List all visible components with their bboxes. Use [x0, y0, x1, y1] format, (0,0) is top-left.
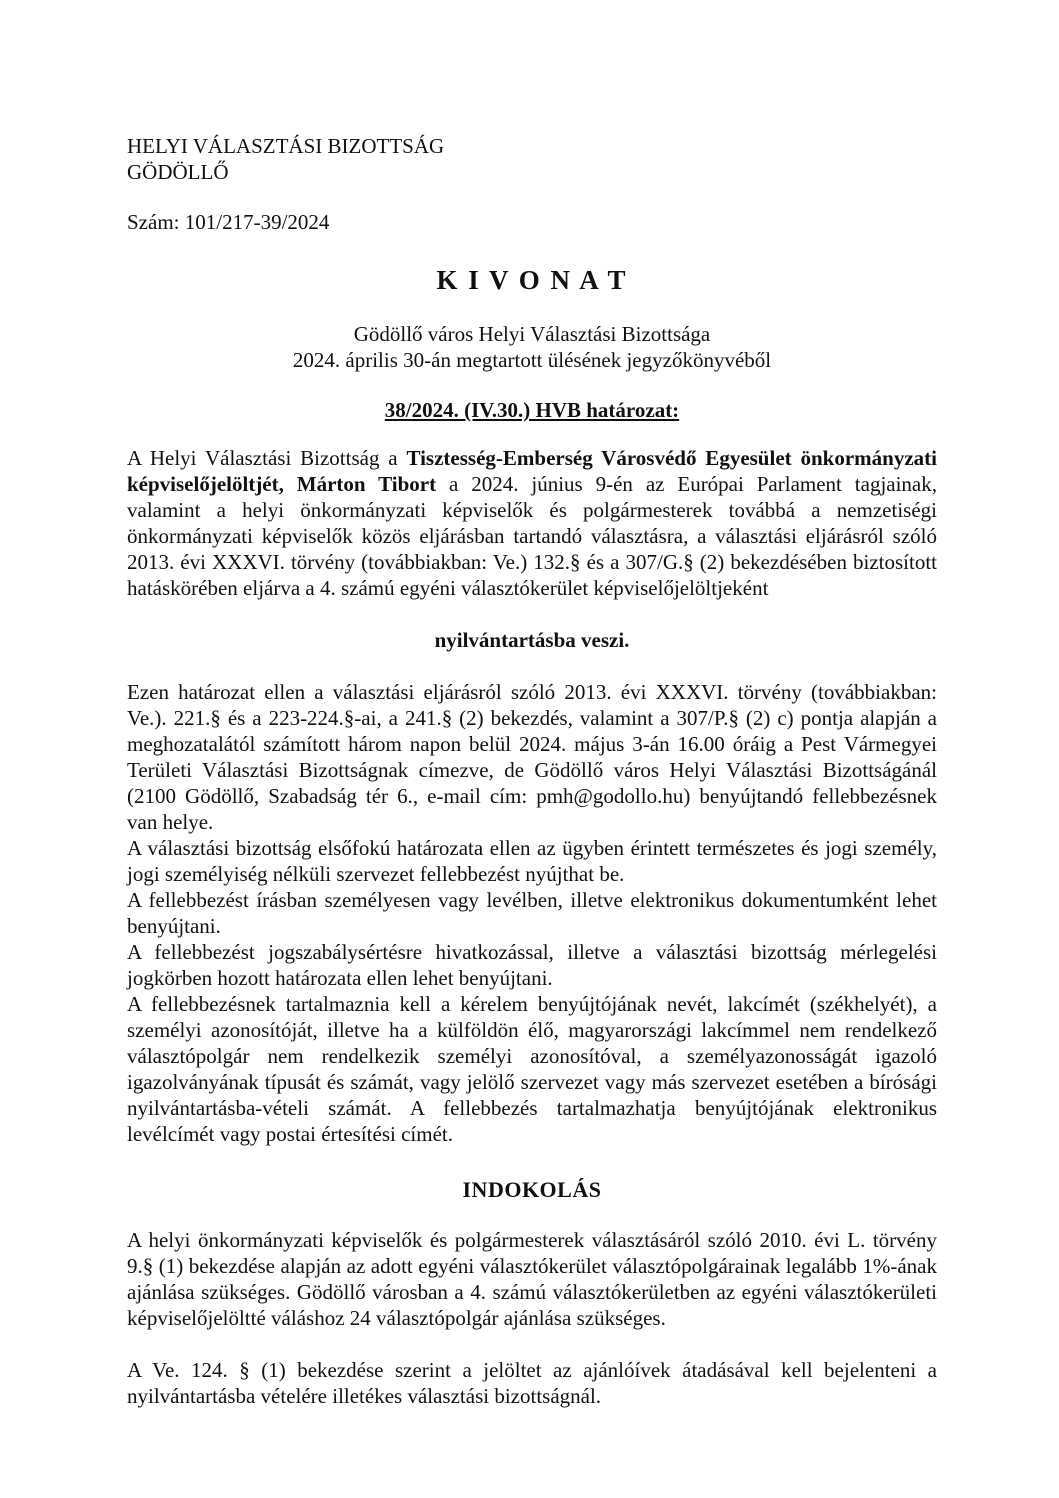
resolution-text-prefix: A Helyi Választási Bizottság a	[127, 446, 407, 470]
subtitle-session-date: 2024. április 30-án megtartott ülésének jegyzőkönyvéből	[292, 348, 772, 372]
document-number: Szám: 101/217-39/2024	[127, 210, 330, 234]
appeal-information-block	[127, 679, 937, 1147]
justification-paragraph-registration-rule: A Ve. 124. § (1) bekezdése szerint a jelöltet az ajánlóívek átadásával kell bejelenteni a nyilvántartásba vételére illetékes választási bizottságnál.	[127, 1358, 937, 1408]
candidate-and-organization-name: Tisztesség-Emberség Városvédő Egyesület önkormányzati képviselőjelöltjét, Márton Tibort	[127, 446, 937, 496]
decision-heading: 38/2024. (IV.30.) HVB határozat:	[384, 398, 680, 422]
appeal-paragraph-deadline: Ezen határozat ellen a választási eljárásról szóló 2013. évi XXXVI. törvény (továbbiakban: Ve.). 221.§ és a 223-224.§-ai, a 241.§ (2) bekezdés, valamint a 307/P.§ (2) c) pontja alapján a meghozatalától számított három napon belül 2024. május 3-án 16.00 óráig a Pest Vármegyei Területi Választási Bizottságnak címezve, de Gödöllő város Helyi Választási Bizottságánál (2100 Gödöllő, Szabadság tér 6., e-mail cím: pmh@godollo.hu) benyújtandó fellebbezésnek van helye.	[127, 680, 937, 834]
resolution-text-suffix: a 2024. június 9-én az Európai Parlament tagjainak, valamint a helyi önkormányzati képviselők és polgármesterek továbbá a nemzetiségi önkormányzati képviselők közös eljárásban tartandó választásra, a választási eljárásról szóló 2013. évi XXXVI. törvény (továbbiakban: Ve.) 132.§ és a 307/G.§ (2) bekezdésében biztosított hatáskörében eljárva a 4. számú egyéni választókerület képviselőjelöltjeként	[127, 472, 938, 600]
appeal-paragraph-required-content: A fellebbezésnek tartalmaznia kell a kérelem benyújtójának nevét, lakcímét (székhelyét), a személyi azonosítóját, illetve ha a külföldön élő, magyarországi lakcímmel nem rendelkező választópolgár nem rendelkezik személyi azonosítóval, a személyazonosságát igazoló igazolványának típusát és számát, vagy jelölő szervezet vagy más szervezet esetében a bírósági nyilvántartásba-vételi számát. A fellebbezés tartalmazhatja benyújtójának elektronikus levélcímét vagy postai értesítési címét.	[127, 992, 937, 1146]
page-title: K I V O N A T	[436, 265, 628, 295]
subtitle-committee: Gödöllő város Helyi Választási Bizottsága	[353, 322, 711, 346]
resolution-paragraph	[127, 445, 937, 601]
org-city: GÖDÖLLŐ	[127, 160, 229, 184]
resolution-verdict: nyilvántartásba veszi.	[434, 628, 630, 652]
justification-heading: INDOKOLÁS	[462, 1177, 602, 1202]
subtitle-block	[127, 321, 937, 373]
org-name: HELYI VÁLASZTÁSI BIZOTTSÁG	[127, 134, 445, 158]
letterhead	[127, 133, 937, 185]
appeal-paragraph-submission-form: A fellebbezést írásban személyesen vagy levélben, illetve elektronikus dokumentumként lehet benyújtani.	[127, 888, 937, 938]
appeal-paragraph-grounds: A fellebbezést jogszabálysértésre hivatkozással, illetve a választási bizottság mérlegelési jogkörben hozott határozata ellen lehet benyújtani.	[127, 940, 937, 990]
appeal-paragraph-who-may-appeal: A választási bizottság elsőfokú határozata ellen az ügyben érintett természetes és jogi személy, jogi személyiség nélküli szervezet fellebbezést nyújthat be.	[127, 836, 937, 886]
justification-paragraph-recommendations: A helyi önkormányzati képviselők és polgármesterek választásáról szóló 2010. évi L. törvény 9.§ (1) bekezdése alapján az adott egyéni választókerület választópolgárainak legalább 1%-ának ajánlása szükséges. Gödöllő városban a 4. számú választókerületben az egyéni választókerületi képviselőjelöltté váláshoz 24 választópolgár ajánlása szükséges.	[127, 1228, 937, 1330]
